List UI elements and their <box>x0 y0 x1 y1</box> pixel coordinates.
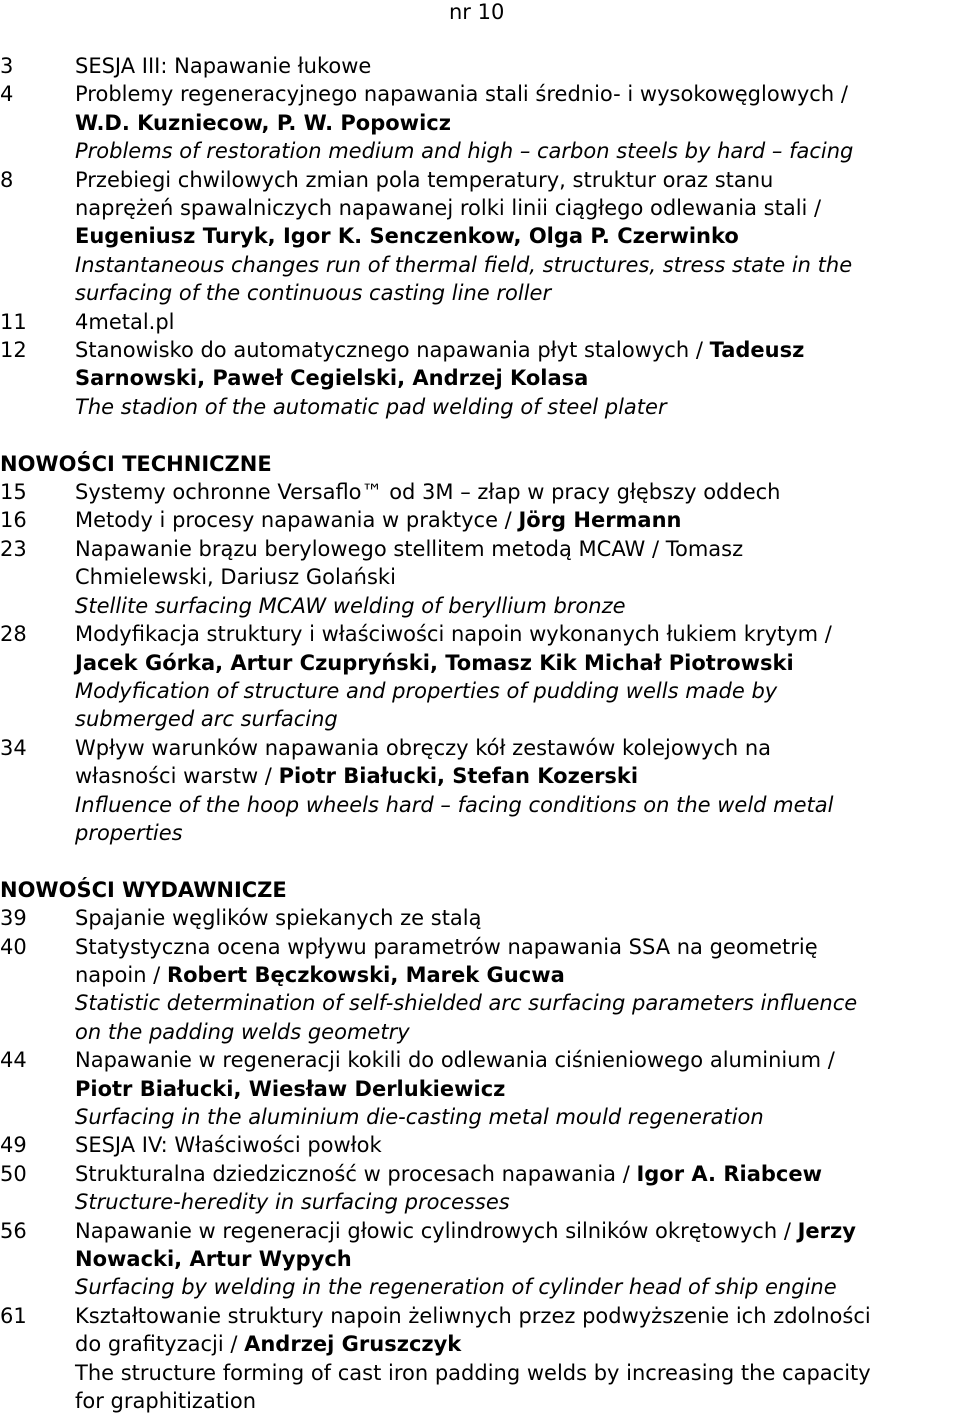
entry-line <box>75 563 960 591</box>
entry-line <box>75 506 960 534</box>
author-names: Igor A. Riabcew <box>636 1161 822 1186</box>
toc-entry <box>0 1160 960 1217</box>
entry-line <box>75 166 960 194</box>
entry-page-number: 12 <box>0 338 27 363</box>
toc-entry <box>0 620 960 734</box>
toc-section <box>0 876 960 1415</box>
entry-page-number: 40 <box>0 934 27 959</box>
english-title: Instantaneous changes run of thermal field, structures, stress state in the <box>75 252 853 277</box>
polish-title: Statystyczna ocena wpływu parametrów napawania SSA na geometrię <box>75 934 818 959</box>
polish-title: Napawanie w regeneracji kokili do odlewania ciśnieniowego aluminium / <box>75 1048 835 1073</box>
entry-line <box>75 308 960 336</box>
polish-title: for graphitization <box>75 1389 257 1414</box>
toc-entry <box>0 1217 960 1302</box>
english-title: The stadion of the automatic pad welding of steel plater <box>75 394 667 419</box>
entry-line <box>75 1046 960 1074</box>
entry-line <box>75 222 960 250</box>
polish-title: Przebiegi chwilowych zmian pola temperatury, struktur oraz stanu <box>75 167 774 192</box>
english-title: Modyfication of structure and properties of pudding wells made by <box>75 678 778 703</box>
author-names: Nowacki, Artur Wypych <box>75 1247 352 1272</box>
polish-title: SESJA IV: Właściwości powłok <box>75 1133 382 1158</box>
entry-text <box>75 1160 960 1217</box>
entry-text <box>75 1217 960 1302</box>
polish-title: napoin / <box>75 962 167 987</box>
entry-line <box>75 80 960 108</box>
author-names: Andrzej Gruszczyk <box>244 1332 462 1357</box>
polish-title: Napawanie w regeneracji głowic cylindrowych silników okrętowych / <box>75 1218 798 1243</box>
entry-line <box>75 989 960 1017</box>
entry-text <box>75 1046 960 1131</box>
toc-entry <box>0 734 960 848</box>
toc-entry <box>0 535 960 620</box>
entry-page-number: 15 <box>0 480 27 505</box>
entry-line <box>75 961 960 989</box>
toc-entry <box>0 478 960 506</box>
entry-line <box>75 194 960 222</box>
table-of-contents <box>0 52 960 1415</box>
entry-line <box>75 620 960 648</box>
english-title: submerged arc surfacing <box>75 707 338 732</box>
english-title: properties <box>75 820 183 845</box>
entry-line <box>75 364 960 392</box>
author-names: Tadeusz <box>709 338 805 363</box>
entry-text <box>75 1302 960 1415</box>
entry-page-number: 39 <box>0 906 27 931</box>
polish-title: Problemy regeneracyjnego napawania stali średnio- i wysokowęglowych / <box>75 82 848 107</box>
toc-section <box>0 450 960 848</box>
polish-title: Kształtowanie struktury napoin żeliwnych przez podwyższenie ich zdolności <box>75 1303 871 1328</box>
entry-line <box>75 1359 960 1387</box>
entry-text <box>75 478 960 506</box>
entry-line <box>75 1387 960 1415</box>
polish-title: Chmielewski, Dariusz Golański <box>75 565 396 590</box>
entry-text <box>75 336 960 421</box>
entry-line <box>75 677 960 705</box>
english-title: Surfacing by welding in the regeneration of cylinder head of ship engine <box>75 1275 837 1300</box>
entry-line <box>75 279 960 307</box>
polish-title: Napawanie brązu berylowego stellitem metodą MCAW / Tomasz <box>75 536 744 561</box>
polish-title: Strukturalna dziedziczność w procesach napawania / <box>75 1161 637 1186</box>
entry-text <box>75 620 960 734</box>
polish-title: Modyfikacja struktury i właściwości napoin wykonanych łukiem krytym / <box>75 622 832 647</box>
toc-entry <box>0 904 960 932</box>
author-names: Piotr Białucki, Stefan Kozerski <box>278 764 639 789</box>
entry-line <box>75 393 960 421</box>
toc-entry <box>0 933 960 1047</box>
entry-text <box>75 166 960 308</box>
author-names: Sarnowski, Paweł Cegielski, Andrzej Kolasa <box>75 366 589 391</box>
entry-text <box>75 904 960 932</box>
toc-entry <box>0 1046 960 1131</box>
toc-entry <box>0 308 960 336</box>
entry-page-number: 4 <box>0 82 14 107</box>
english-title: surfacing of the continuous casting line roller <box>75 281 552 306</box>
entry-text <box>75 734 960 848</box>
polish-title: The structure forming of cast iron padding welds by increasing the capacity <box>75 1360 871 1385</box>
entry-line <box>75 734 960 762</box>
entry-text <box>75 1131 960 1159</box>
toc-entry <box>0 52 960 80</box>
toc-section <box>0 52 960 421</box>
author-names: Robert Bęczkowski, Marek Gucwa <box>166 962 565 987</box>
entry-line <box>75 1103 960 1131</box>
author-names: Jacek Górka, Artur Czupryński, Tomasz Kik Michał Piotrowski <box>75 650 794 675</box>
entry-text <box>75 80 960 165</box>
entry-page-number: 11 <box>0 309 27 334</box>
entry-page-number: 44 <box>0 1048 27 1073</box>
entry-line <box>75 791 960 819</box>
entry-page-number: 28 <box>0 622 27 647</box>
entry-page-number: 49 <box>0 1133 27 1158</box>
entry-text <box>75 933 960 1047</box>
entry-line <box>75 904 960 932</box>
entry-page-number: 61 <box>0 1303 27 1328</box>
entry-line <box>75 251 960 279</box>
english-title: Problems of restoration medium and high – carbon steels by hard – facing <box>75 139 854 164</box>
toc-entry <box>0 166 960 308</box>
english-title: Structure-heredity in surfacing processes <box>75 1190 510 1215</box>
entry-page-number: 23 <box>0 536 27 561</box>
entry-page-number: 3 <box>0 54 14 78</box>
entry-text <box>75 535 960 620</box>
entry-line <box>75 1018 960 1046</box>
entry-line <box>75 705 960 733</box>
entry-line <box>75 1131 960 1159</box>
entry-text <box>75 308 960 336</box>
entry-line <box>75 1217 960 1245</box>
entry-line <box>75 592 960 620</box>
entry-line <box>75 933 960 961</box>
entry-page-number: 50 <box>0 1161 27 1186</box>
english-title: Influence of the hoop wheels hard – facing conditions on the weld metal <box>75 792 834 817</box>
polish-title: do grafityzacji / <box>75 1332 245 1357</box>
author-names: W.D. Kuzniecow, P. W. Popowicz <box>75 110 451 135</box>
entry-line <box>75 1330 960 1358</box>
entry-line <box>75 762 960 790</box>
polish-title: naprężeń spawalniczych napawanej rolki linii ciągłego odlewania stali / <box>75 196 822 221</box>
entry-line <box>75 1160 960 1188</box>
toc-entry <box>0 1302 960 1415</box>
entry-line <box>75 819 960 847</box>
entry-line <box>75 649 960 677</box>
polish-title: SESJA III: Napawanie łukowe <box>75 54 372 78</box>
entry-line <box>75 336 960 364</box>
polish-title: Spajanie węglików spiekanych ze stalą <box>75 906 482 931</box>
entry-line <box>75 52 960 80</box>
english-title: Stellite surfacing MCAW welding of beryllium bronze <box>75 593 626 618</box>
toc-entry <box>0 80 960 165</box>
section-heading: NOWOŚCI WYDAWNICZE <box>0 877 287 902</box>
entry-page-number: 16 <box>0 508 27 533</box>
polish-title: Stanowisko do automatycznego napawania płyt stalowych / <box>75 338 710 363</box>
entry-line <box>75 109 960 137</box>
toc-entry <box>0 1131 960 1159</box>
english-title: Surfacing in the aluminium die-casting metal mould regeneration <box>75 1105 764 1129</box>
polish-title: Wpływ warunków napawania obręczy kół zestawów kolejowych na <box>75 735 772 760</box>
english-title: on the padding welds geometry <box>75 1019 410 1044</box>
polish-title: Metody i procesy napawania w praktyce / <box>75 508 519 533</box>
entry-line <box>75 1273 960 1301</box>
polish-title: 4metal.pl <box>75 309 175 334</box>
entry-text <box>75 506 960 534</box>
entry-line <box>75 1075 960 1103</box>
polish-title: Systemy ochronne Versaflo™ od 3M – złap w pracy głębszy oddech <box>75 480 781 505</box>
entry-page-number: 34 <box>0 735 27 760</box>
entry-line <box>75 1302 960 1330</box>
toc-entry <box>0 506 960 534</box>
toc-entry <box>0 336 960 421</box>
entry-line <box>75 1188 960 1216</box>
entry-line <box>75 478 960 506</box>
entry-line <box>75 535 960 563</box>
english-title: Statistic determination of self-shielded arc surfacing parameters influence <box>75 991 858 1016</box>
entry-page-number: 56 <box>0 1218 27 1243</box>
entry-text <box>75 52 960 80</box>
section-heading: NOWOŚCI TECHNICZNE <box>0 451 272 476</box>
polish-title: własności warstw / <box>75 764 279 789</box>
author-names: Jerzy <box>797 1218 856 1243</box>
entry-line <box>75 137 960 165</box>
author-names: Jörg Hermann <box>518 508 682 533</box>
page-number: nr 10 <box>449 0 505 24</box>
author-names: Eugeniusz Turyk, Igor K. Senczenkow, Olga P. Czerwinko <box>75 224 739 249</box>
author-names: Piotr Białucki, Wiesław Derlukiewicz <box>75 1076 506 1101</box>
entry-page-number: 8 <box>0 167 14 192</box>
entry-line <box>75 1245 960 1273</box>
